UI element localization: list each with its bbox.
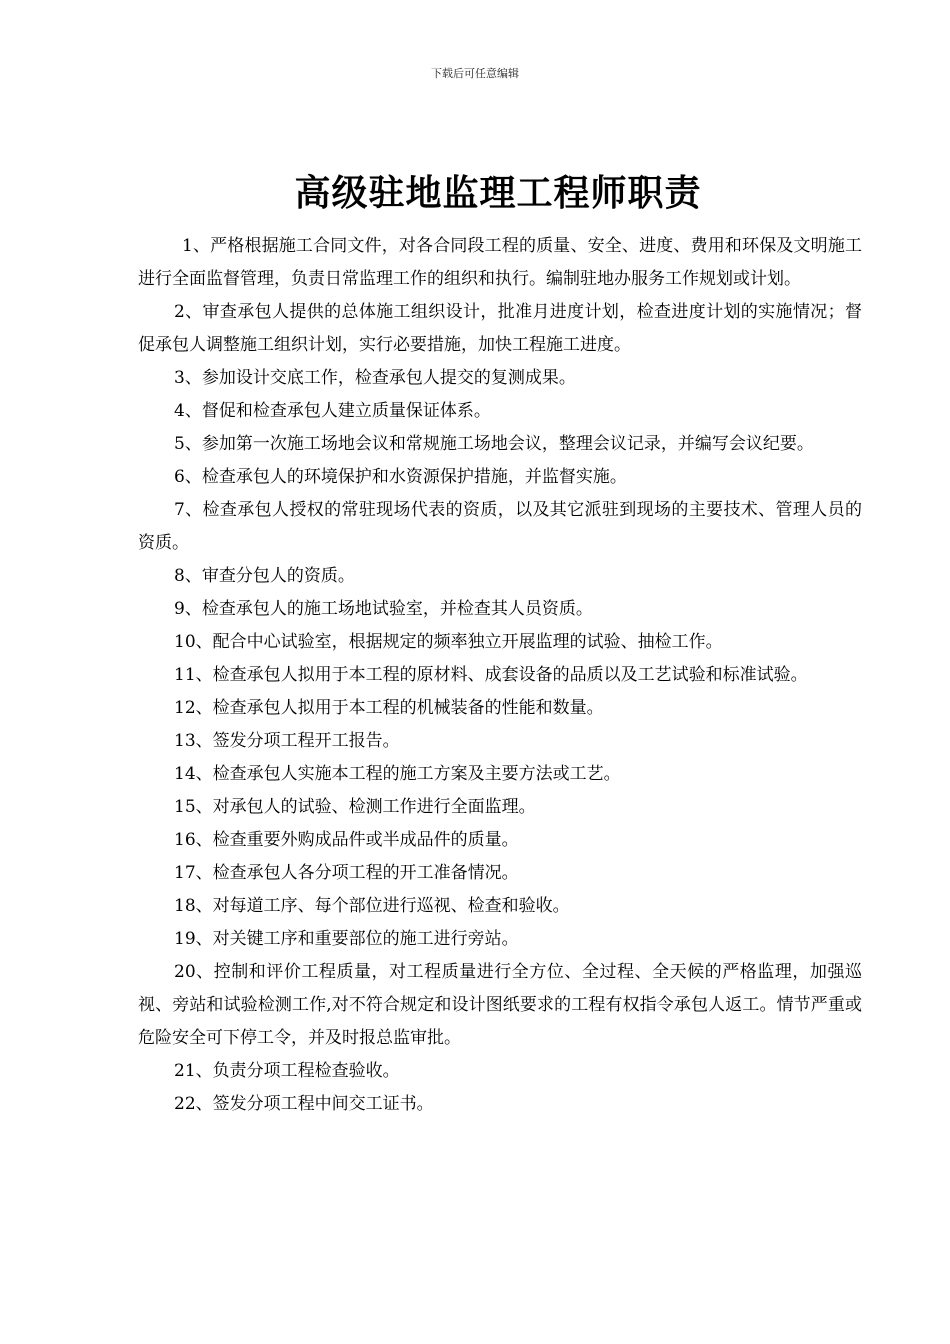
paragraph-15: 15、对承包人的试验、检测工作进行全面监理。 (174, 797, 536, 817)
paragraph-2: 2、审查承包人提供的总体施工组织设计，批准月进度计划，检查进度计划的实施情况；督促承包人调整施工组织计划，实行必要措施，加快工程施工进度。 (138, 302, 862, 355)
header-note: 下载后可任意编辑 (431, 67, 519, 80)
paragraph-4: 4、督促和检查承包人建立质量保证体系。 (174, 401, 491, 421)
paragraph-7: 7、检查承包人授权的常驻现场代表的资质，以及其它派驻到现场的主要技术、管理人员的资质。 (138, 500, 862, 553)
paragraph-18: 18、对每道工序、每个部位进行巡视、检查和验收。 (174, 896, 570, 916)
paragraph-16: 16、检查重要外购成品件或半成品件的质量。 (174, 830, 519, 850)
paragraph-8: 8、审查分包人的资质。 (174, 566, 355, 586)
paragraph-17: 17、检查承包人各分项工程的开工准备情况。 (174, 863, 519, 883)
paragraph-1: 1、严格根据施工合同文件，对各合同段工程的质量、安全、进度、费用和环保及文明施工进行全面监督管理，负责日常监理工作的组织和执行。编制驻地办服务工作规划或计划。 (138, 236, 862, 289)
paragraph-9: 9、检查承包人的施工场地试验室，并检查其人员资质。 (174, 599, 593, 619)
paragraph-12: 12、检查承包人拟用于本工程的机械装备的性能和数量。 (174, 698, 604, 718)
paragraph-6: 6、检查承包人的环境保护和水资源保护措施，并监督实施。 (174, 467, 627, 487)
paragraph-19: 19、对关键工序和重要部位的施工进行旁站。 (174, 929, 519, 949)
paragraph-20: 20、控制和评价工程质量，对工程质量进行全方位、全过程、全天候的严格监理，加强巡视、旁站和试验检测工作,对不符合规定和设计图纸要求的工程有权指令承包人返工。情节严重或危险安全可下停工令，并及时报总监审批。 (138, 962, 862, 1048)
document-body (138, 230, 862, 1121)
document-title: 高级驻地监理工程师职责 (294, 172, 702, 214)
paragraph-10: 10、配合中心试验室，根据规定的频率独立开展监理的试验、抽检工作。 (174, 632, 723, 652)
paragraph-22: 22、签发分项工程中间交工证书。 (174, 1094, 434, 1114)
paragraph-3: 3、参加设计交底工作，检查承包人提交的复测成果。 (174, 368, 576, 388)
paragraph-5: 5、参加第一次施工场地会议和常规施工场地会议，整理会议记录，并编写会议纪要。 (174, 434, 814, 454)
paragraph-21: 21、负责分项工程检查验收。 (174, 1061, 400, 1081)
paragraph-13: 13、签发分项工程开工报告。 (174, 731, 400, 751)
paragraph-14: 14、检查承包人实施本工程的施工方案及主要方法或工艺。 (174, 764, 621, 784)
paragraph-11: 11、检查承包人拟用于本工程的原材料、成套设备的品质以及工艺试验和标准试验。 (174, 665, 808, 685)
